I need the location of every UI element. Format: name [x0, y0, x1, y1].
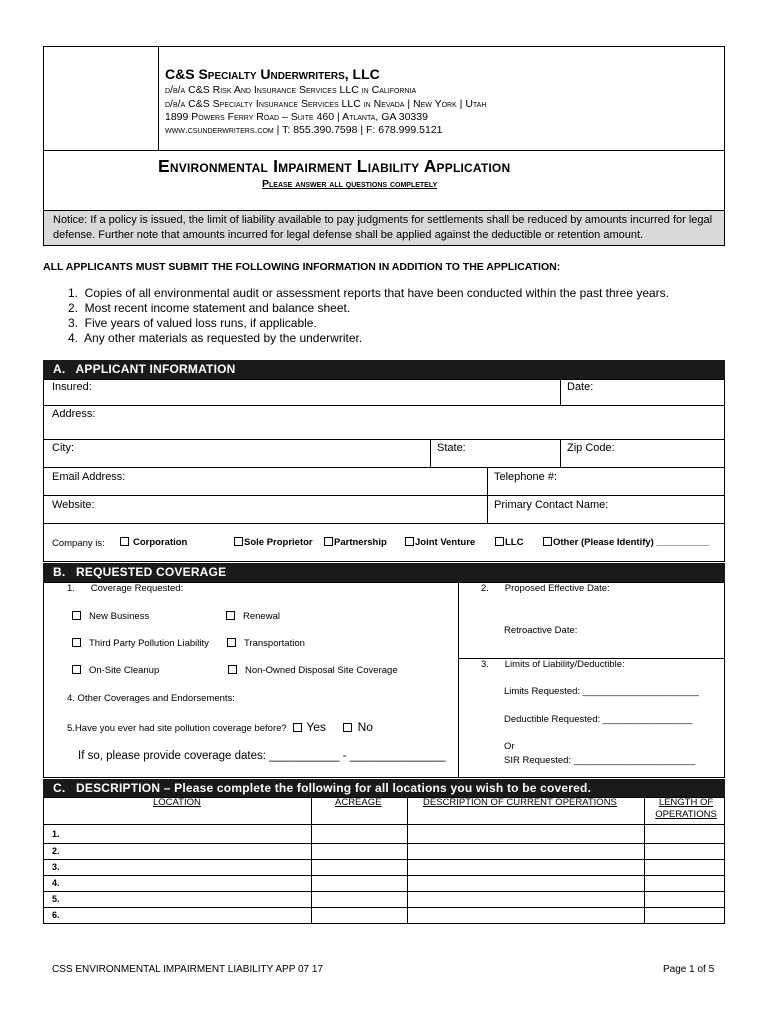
table-row-number: 4. [52, 878, 60, 888]
checkbox-icon[interactable] [120, 537, 129, 546]
table-row-number: 1. [52, 829, 60, 839]
checkbox-label: Non-Owned Disposal Site Coverage [245, 665, 398, 676]
sole-proprietor-checkbox[interactable] [234, 537, 313, 548]
non-owned-disposal-checkbox[interactable] [228, 665, 398, 676]
column-header-location: LOCATION [153, 797, 201, 808]
grid-line [43, 467, 725, 468]
checkbox-icon[interactable] [228, 665, 237, 674]
yes-checkbox[interactable] [293, 723, 302, 732]
table-row-number: 5. [52, 894, 60, 904]
renewal-checkbox[interactable] [226, 611, 280, 622]
section-a-header: A. APPLICANT INFORMATION [43, 360, 725, 379]
grid-line [43, 824, 725, 825]
address-field[interactable]: Address: [52, 408, 96, 420]
grid-line [43, 495, 725, 496]
checkbox-label: Partnership [334, 537, 387, 548]
footer-page-number: Page 1 of 5 [663, 964, 715, 975]
column-header-description: DESCRIPTION OF CURRENT OPERATIONS [423, 797, 617, 808]
section-b-header: B. REQUESTED COVERAGE [43, 563, 725, 582]
grid-line [560, 379, 561, 405]
requirement-item: 2. Most recent income statement and balance sheet. [68, 301, 351, 315]
grid-line [311, 797, 312, 924]
requirements-heading: ALL APPLICANTS MUST SUBMIT THE FOLLOWING INFORMATION IN ADDITION TO THE APPLICATION: [43, 261, 561, 273]
grid-line [43, 843, 725, 844]
joint-venture-checkbox[interactable] [405, 537, 475, 548]
third-party-checkbox[interactable] [72, 638, 209, 649]
grid-line [43, 405, 725, 406]
section-a-grid [43, 379, 725, 562]
deductible-requested-field[interactable]: Deductible Requested: _________________ [504, 714, 693, 725]
checkbox-label: Transportation [244, 638, 305, 649]
other-coverages-label: 4. Other Coverages and Endorsements: [67, 693, 235, 704]
footer-form-id: CSS ENVIRONMENTAL IMPAIRMENT LIABILITY APP 07 17 [52, 964, 324, 975]
or-label: Or [504, 741, 515, 752]
grid-line [644, 797, 645, 924]
checkbox-icon[interactable] [226, 611, 235, 620]
checkbox-label: Third Party Pollution Liability [89, 638, 209, 649]
company-contact: www.csunderwriters.com | T: 855.390.7598 | F: 678.999.5121 [165, 124, 443, 136]
checkbox-icon[interactable] [405, 537, 414, 546]
header-divider [158, 46, 159, 150]
new-business-checkbox[interactable] [72, 611, 149, 622]
checkbox-label: Other (Please Identify) __________ [553, 537, 710, 548]
notice-text: Notice: If a policy is issued, the limit of liability available to pay judgments for settlements shall be reduced by amounts incurred for legal defense. Further note that amounts incurred for legal defense shall be applied against the deductible or retention amount. [53, 214, 713, 241]
coverage-dates-field[interactable]: If so, please provide coverage dates: ___________ - _______________ [78, 750, 446, 762]
checkbox-icon[interactable] [234, 537, 243, 546]
requirement-item: 4. Any other materials as requested by the underwriter. [68, 331, 363, 345]
section-c-table [43, 797, 725, 924]
checkbox-label: Renewal [243, 611, 280, 622]
limits-label: 3. Limits of Liability/Deductible: [481, 659, 625, 670]
checkbox-icon[interactable] [72, 638, 81, 647]
date-field[interactable]: Date: [567, 381, 594, 393]
limits-requested-field[interactable]: Limits Requested: ______________________ [504, 686, 699, 697]
checkbox-icon[interactable] [543, 537, 552, 546]
retroactive-date-field[interactable]: Retroactive Date: [504, 625, 578, 636]
effective-date-field[interactable]: 2. Proposed Effective Date: [481, 583, 610, 594]
table-row-number: 3. [52, 862, 60, 872]
grid-line [43, 859, 725, 860]
checkbox-icon[interactable] [72, 665, 81, 674]
insured-field[interactable]: Insured: [52, 381, 92, 393]
grid-line [430, 439, 431, 467]
form-title: Environmental Impairment Liability Application [158, 156, 511, 176]
onsite-cleanup-checkbox[interactable] [72, 665, 159, 676]
checkbox-label: New Business [89, 611, 150, 622]
no-checkbox[interactable] [343, 723, 352, 732]
grid-line [560, 439, 561, 467]
grid-line [407, 797, 408, 924]
transportation-checkbox[interactable] [227, 638, 305, 649]
zip-field[interactable]: Zip Code: [567, 442, 615, 454]
yes-label: Yes [306, 720, 326, 734]
grid-line [43, 891, 725, 892]
header-rule [43, 150, 725, 151]
form-subtitle: Please answer all questions completely [262, 178, 438, 190]
grid-line [487, 467, 488, 523]
requirement-item: 1. Copies of all environmental audit or assessment reports that have been conducted within the past three years. [68, 286, 670, 300]
checkbox-label: LLC [505, 537, 524, 548]
coverage-requested-label: 1. Coverage Requested: [67, 583, 184, 594]
prior-coverage-text: 5.Have you ever had site pollution coverage before? [67, 723, 287, 734]
checkbox-label: Corporation [133, 537, 188, 548]
partnership-checkbox[interactable] [324, 537, 387, 548]
no-label: No [357, 720, 373, 734]
checkbox-label: On-Site Cleanup [89, 665, 160, 676]
telephone-field[interactable]: Telephone #: [494, 471, 557, 483]
grid-line [43, 439, 725, 440]
checkbox-label: Joint Venture [415, 537, 476, 548]
table-row-number: 2. [52, 846, 60, 856]
company-name: C&S Specialty Underwriters, LLC [165, 66, 380, 82]
table-row-number: 6. [52, 910, 60, 920]
grid-line [458, 582, 459, 778]
checkbox-icon[interactable] [495, 537, 504, 546]
column-header-acreage: ACREAGE [335, 797, 382, 808]
sir-requested-field[interactable]: SIR Requested: _______________________ [504, 755, 696, 766]
checkbox-icon[interactable] [72, 611, 81, 620]
city-field[interactable]: City: [52, 442, 74, 454]
other-checkbox[interactable] [543, 537, 709, 548]
primary-contact-field[interactable]: Primary Contact Name: [494, 499, 609, 511]
state-field[interactable]: State: [437, 442, 466, 454]
company-is-label: Company is: [52, 538, 105, 549]
section-c-header: C. DESCRIPTION – Please complete the following for all locations you wish to be covered. [43, 779, 725, 798]
checkbox-icon[interactable] [227, 638, 236, 647]
corporation-checkbox[interactable] [120, 537, 187, 548]
email-field[interactable]: Email Address: [52, 471, 126, 483]
prior-coverage-question [67, 720, 373, 734]
column-header-length: LENGTH OF OPERATIONS [655, 797, 717, 820]
checkbox-icon[interactable] [324, 537, 333, 546]
grid-line [43, 907, 725, 908]
llc-checkbox[interactable] [495, 537, 523, 548]
requirement-item: 3. Five years of valued loss runs, if applicable. [68, 316, 317, 330]
dba-nevada: d/b/a C&S Specialty Insurance Services LLC in Nevada | New York | Utah [165, 98, 487, 110]
grid-line [43, 875, 725, 876]
grid-line [43, 523, 725, 524]
checkbox-label: Sole Proprietor [244, 537, 313, 548]
dba-california: d/b/a C&S Risk And Insurance Services LLC in California [165, 84, 417, 96]
website-field[interactable]: Website: [52, 499, 95, 511]
company-address: 1899 Powers Ferry Road – Suite 460 | Atlanta, GA 30339 [165, 111, 428, 123]
